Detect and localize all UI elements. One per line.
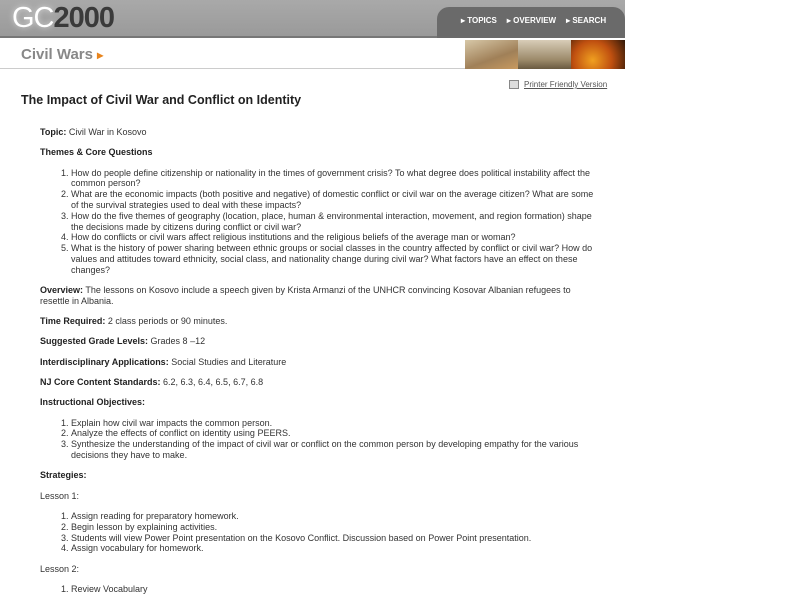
gc2000-logo[interactable]: GC2000 [12, 2, 115, 34]
banner-photo-silhouette [571, 40, 625, 69]
list-item: 3. Synthesize the understanding of the impact of civil war or conflict on the common person by developing empathy for the various decisions they have to make. [71, 439, 600, 461]
list-item: 1. How do people define citizenship or nationality in the times of government crisis? To what degree does political instability affect the common person? [71, 168, 600, 190]
section-bar [0, 40, 625, 69]
list-item: 2. Begin lesson by explaining activities. [71, 522, 600, 533]
list-item: 3. Students will view Power Point presentation on the Kosovo Conflict. Discussion based on Power Point presentation. [71, 533, 600, 544]
page-title: The Impact of Civil War and Conflict on Identity [21, 93, 302, 107]
list-item: 4. How do conflicts or civil wars affect religious institutions and the religious beliefs of the average man or woman? [71, 232, 600, 243]
list-item: 2. What are the economic impacts (both positive and negative) of domestic conflict or civil war on the average citizen? What are some of the survival strategies used to deal with these impacts? [71, 189, 600, 211]
list-item: 4. Assign vocabulary for homework. [71, 543, 600, 554]
nav-overview[interactable]: ▸ OVERVIEW [506, 16, 557, 25]
list-item: 3. How do the five themes of geography (location, place, human & environmental interaction, movement, and region formation) shape the decisions made by citizens during conflict or civil war? [71, 211, 600, 233]
list-item: 5. What is the history of power sharing between ethnic groups or social classes in the country affected by conflict or civil war? How do values and attitudes toward ethnicity, social class, and nationality change during civil war? What factors have an effect on these changes? [71, 243, 600, 275]
list-item: 1. Assign reading for preparatory homework. [71, 511, 600, 522]
lesson-content [40, 127, 600, 604]
grade-levels: Suggested Grade Levels: Grades 8 –12 [40, 336, 206, 347]
interdisciplinary: Interdisciplinary Applications: Social Studies and Literature [40, 356, 287, 367]
themes-heading: Themes & Core Questions [40, 147, 153, 158]
objectives-heading: Instructional Objectives: [40, 397, 146, 408]
topic: Topic: Civil War in Kosovo [40, 127, 147, 137]
nav-search[interactable]: ▸ SEARCH [566, 16, 607, 25]
banner-photo-tank [465, 40, 518, 69]
time-required: Time Required: 2 class periods or 90 minutes. [40, 316, 228, 327]
list-item: 1. Explain how civil war impacts the common person. [71, 418, 600, 429]
overview: Overview: The lessons on Kosovo include a speech given by Krista Armanzi of the UNHCR convincing Kosovar Albanian refugees to resettle in Albania. [40, 285, 571, 306]
lesson1-label: Lesson 1: [40, 490, 80, 501]
section-title[interactable]: Civil Wars ▸ [21, 46, 104, 63]
banner-photo-helicopter [518, 40, 571, 69]
lesson2-list [71, 584, 600, 595]
top-nav [437, 7, 625, 38]
objectives-list [71, 418, 600, 461]
site-header [0, 0, 625, 38]
printer-friendly-link[interactable]: Printer Friendly Version [524, 80, 608, 89]
arrow-right-icon: ▸ [97, 48, 104, 62]
printer-friendly [509, 80, 607, 89]
printer-icon[interactable] [509, 80, 519, 89]
lesson1-list [71, 511, 600, 554]
list-item: 2. Analyze the effects of conflict on identity using PEERS. [71, 428, 600, 439]
nj-standards: NJ Core Content Standards: 6.2, 6.3, 6.4, 6.5, 6.7, 6.8 [40, 377, 264, 388]
nav-topics[interactable]: ▸ TOPICS [461, 16, 497, 25]
list-item: 1. Review Vocabulary [71, 584, 600, 595]
themes-list [71, 168, 600, 276]
lesson2-label: Lesson 2: [40, 563, 80, 574]
strategies-heading: Strategies: [40, 470, 87, 481]
